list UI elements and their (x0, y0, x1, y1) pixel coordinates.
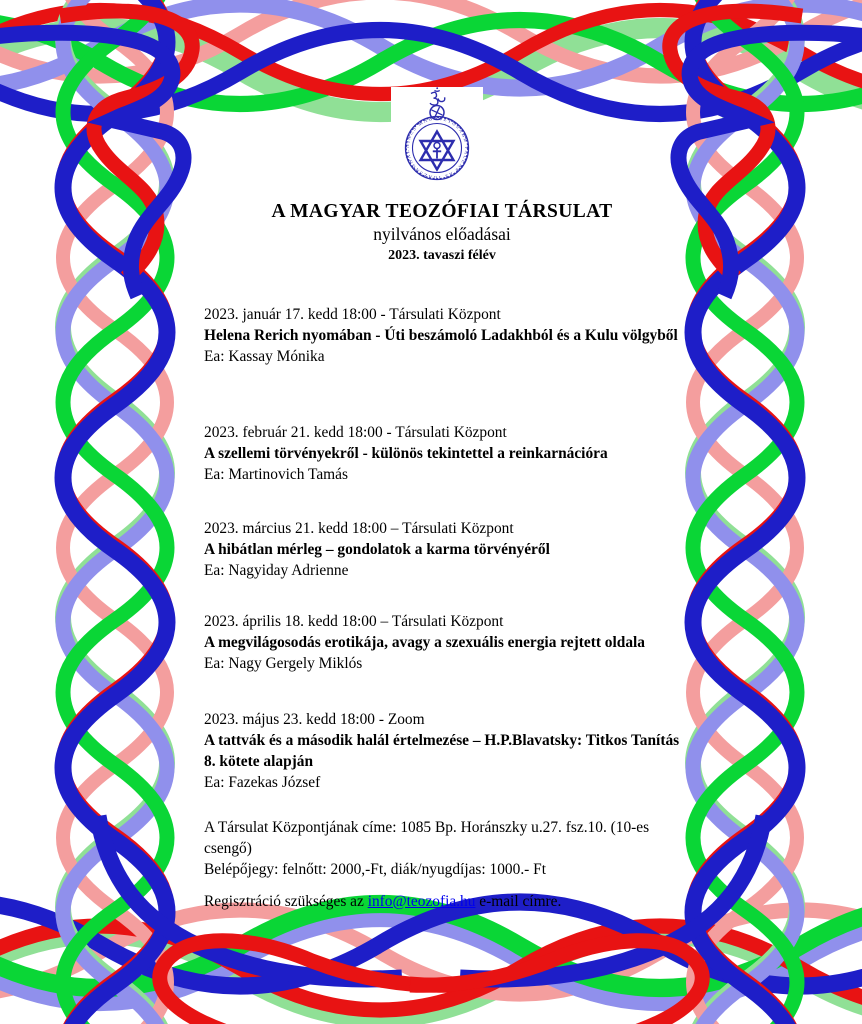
ticket-prices: Belépőjegy: felnőtt: 2000,-Ft, diák/nyugdíjas: 1000.- Ft (204, 861, 546, 878)
registration-text-suffix: e-mail címre. (475, 893, 562, 910)
event-speaker: Ea: Fazekas József (204, 774, 321, 791)
event-datetime: 2023. május 23. kedd 18:00 - Zoom (204, 711, 425, 728)
registration-text-prefix: Regisztráció szükséges az (204, 893, 368, 910)
event-block-may (204, 709, 680, 793)
registration-line (204, 891, 680, 912)
venue-info-block (204, 817, 680, 880)
event-block-february (204, 422, 680, 485)
event-title: A szellemi törvényekről - különös tekintettel a reinkarnációra (204, 445, 608, 462)
theosophical-society-seal (391, 87, 483, 185)
ankh-icon (433, 143, 441, 159)
event-speaker: Ea: Kassay Mónika (204, 348, 325, 365)
page-subtitle: nyilvános előadásai (373, 224, 511, 244)
event-block-january (204, 304, 680, 367)
event-title: A tattvák és a második halál értelmezése – H.P.Blavatsky: Titkos Tanítás 8. kötete alapján (204, 732, 680, 770)
om-icon (430, 87, 445, 105)
event-block-april (204, 611, 680, 674)
event-speaker: Ea: Martinovich Tamás (204, 466, 348, 483)
event-datetime: 2023. április 18. kedd 18:00 – Társulati Központ (204, 613, 504, 630)
page-title: A MAGYAR TEOZÓFIAI TÁRSULAT (271, 201, 613, 222)
event-speaker: Ea: Nagyiday Adrienne (204, 562, 349, 579)
event-title: A hibátlan mérleg – gondolatok a karma törvényéről (204, 541, 550, 558)
event-datetime: 2023. február 21. kedd 18:00 - Társulati Központ (204, 424, 507, 441)
event-datetime: 2023. január 17. kedd 18:00 - Társulati Központ (204, 306, 501, 323)
venue-address: A Társulat Központjának címe: 1085 Bp. Horánszky u.27. fsz.10. (10-es csengő) (204, 819, 650, 857)
seal-motto: NINCS MAGASZTOSABB VALLÁS AZ IGAZSÁGNÁL (405, 116, 469, 180)
event-block-march (204, 518, 680, 581)
semester-label: 2023. tavaszi félév (388, 248, 496, 263)
event-datetime: 2023. március 21. kedd 18:00 – Társulati Központ (204, 520, 514, 537)
event-speaker: Ea: Nagy Gergely Miklós (204, 655, 363, 672)
event-title: Helena Rerich nyomában - Úti beszámoló Ladakhból és a Kulu völgyből (204, 327, 678, 344)
event-title: A megvilágosodás erotikája, avagy a szexuális energia rejtett oldala (204, 634, 646, 651)
registration-email-link[interactable]: info@teozofia.hu (367, 893, 476, 910)
